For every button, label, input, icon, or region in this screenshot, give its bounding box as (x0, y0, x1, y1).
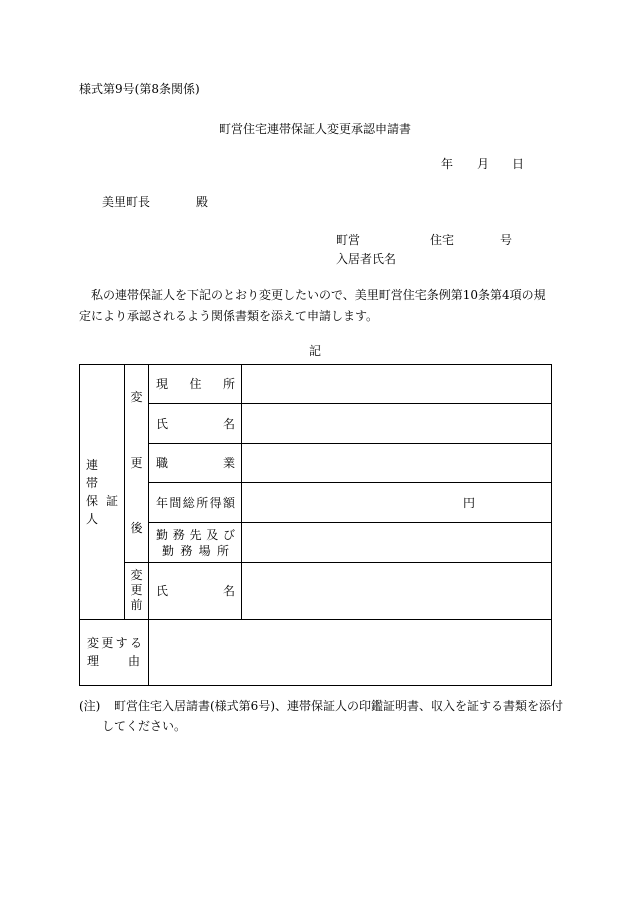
date-day: 日 (512, 157, 525, 171)
application-table (79, 364, 552, 686)
value-name-after[interactable] (242, 404, 552, 444)
form-number: 様式第9号(第8条関係) (79, 82, 200, 96)
document-title: 町営住宅連帯保証人変更承認申請書 (218, 122, 411, 136)
note-mark: (注) (79, 699, 101, 713)
before-char: 前 (130, 598, 143, 613)
before-change-cell (125, 562, 149, 619)
group-label-line: 連 帯 (86, 457, 111, 490)
addressee-honorific: 殿 (196, 195, 209, 209)
label-annual-income: 年間総所得額 (149, 483, 242, 523)
before-char: 更 (130, 583, 143, 598)
ki-marker: 記 (308, 344, 321, 358)
date-year: 年 (441, 157, 454, 171)
applicant-town-label: 町営 (336, 233, 361, 247)
date-month: 月 (477, 157, 490, 171)
before-char: 変 (130, 568, 143, 583)
after-change-cell (125, 365, 149, 563)
value-workplace[interactable] (242, 523, 552, 562)
label-current-address: 現 住 所 (149, 365, 242, 404)
body-paragraph: 私の連帯保証人を下記のとおり変更したいので、美里町営住宅条例第10条第4項の規定により承認されるよう関係書類を添えて申請します。 (79, 288, 546, 323)
after-char: 更 (130, 455, 143, 470)
label-name-before: 氏 名 (149, 562, 242, 619)
note-line-2: してください。 (102, 719, 187, 733)
note-line-1: 町営住宅入居請書(様式第6号)、連帯保証人の印鑑証明書、収入を証する書類を添付 (114, 699, 564, 713)
label-workplace: 勤務先及び 勤務場所 (149, 523, 242, 562)
value-annual-income[interactable]: 円 (242, 483, 552, 523)
after-char: 変 (130, 390, 143, 405)
value-name-before[interactable] (242, 562, 552, 619)
applicant-housing-label: 住宅 (430, 233, 455, 247)
label-name-after: 氏 名 (149, 404, 242, 444)
applicant-number-label: 号 (500, 233, 513, 247)
after-char: 後 (130, 521, 143, 536)
label-reason: 変更する 理 由 (80, 619, 149, 685)
group-label-line: 保証人 (86, 493, 118, 526)
applicant-resident-label: 入居者氏名 (336, 252, 397, 266)
addressee-name: 美里町長 (102, 195, 151, 209)
value-current-address[interactable] (242, 365, 552, 404)
label-occupation: 職 業 (149, 444, 242, 483)
guarantor-group-cell (80, 365, 125, 620)
value-occupation[interactable] (242, 444, 552, 483)
value-reason[interactable] (149, 619, 552, 685)
